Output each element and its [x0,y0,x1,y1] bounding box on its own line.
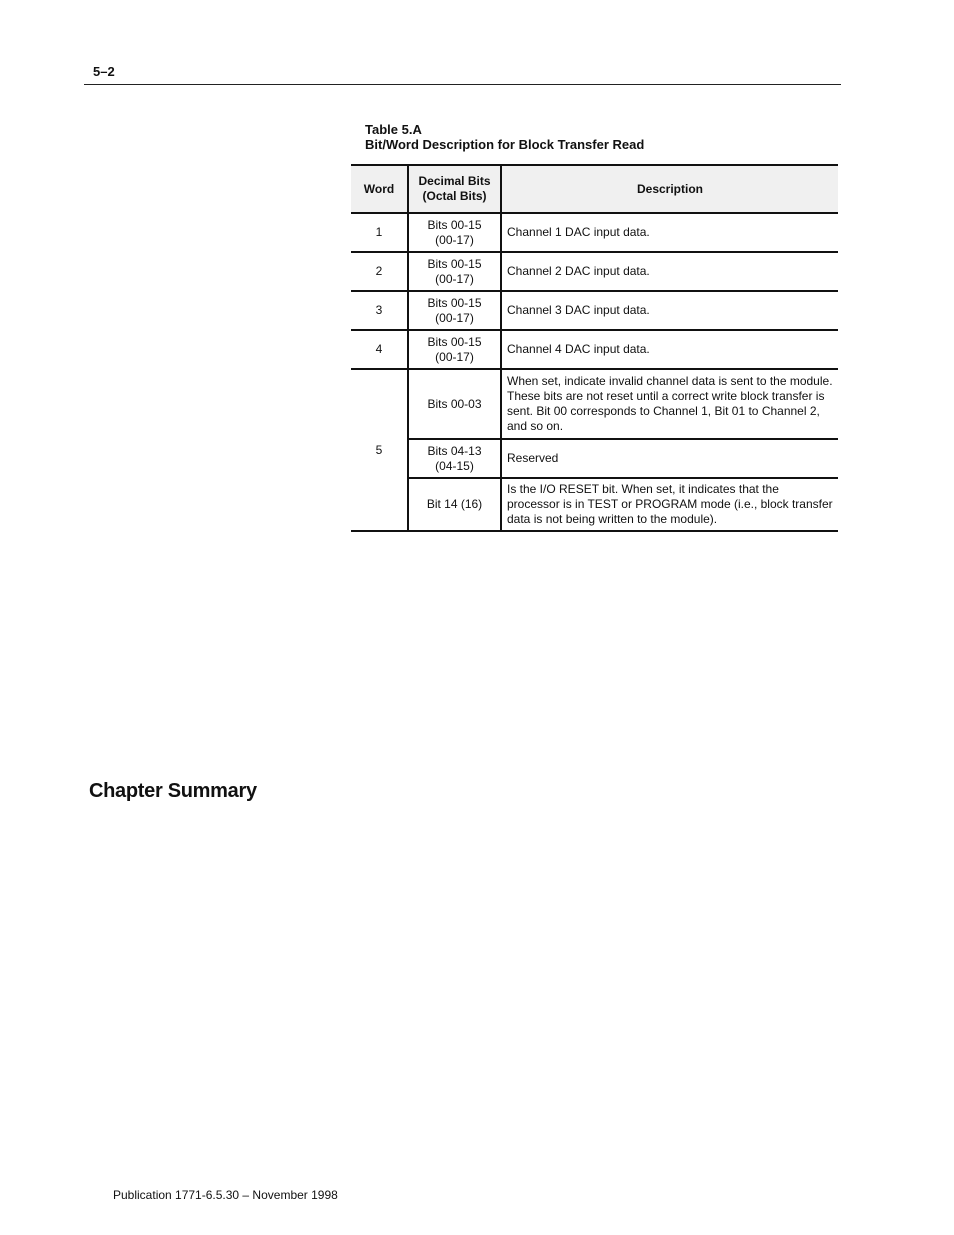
cell-word: 4 [351,330,408,369]
table-caption-title: Bit/Word Description for Block Transfer Read [365,137,645,152]
table-row [351,330,838,369]
cell-bits-line1: Bits 00-15 [427,334,482,349]
column-header-decimal-bits-line2: (Octal Bits) [422,189,487,203]
cell-bits [408,330,501,369]
table-row [351,213,838,252]
cell-word: 5 [351,369,408,531]
cell-bits-line2: (04-15) [435,458,474,473]
cell-bits-line1: Bits 04-13 [427,443,482,458]
cell-description: Channel 3 DAC input data. [501,291,838,330]
cell-bits-line2: (00-17) [435,310,474,325]
cell-bits-line1: Bit 14 (16) [426,497,483,511]
table-row [351,291,838,330]
cell-bits-line2: (00-17) [435,271,474,286]
table-row [351,439,838,478]
cell-bits [408,478,501,531]
table-caption-number: Table 5.A [365,122,422,137]
column-header-description: Description [501,165,838,213]
table-row [351,369,838,439]
cell-bits-line1: Bits 00-15 [427,256,482,271]
cell-description: Reserved [501,439,838,478]
cell-word: 3 [351,291,408,330]
cell-bits-line1: Bits 00-15 [427,295,482,310]
cell-word: 1 [351,213,408,252]
publication-footer: Publication 1771-6.5.30 – November 1998 [113,1188,338,1202]
table-row [351,478,838,531]
cell-bits-line2: (00-17) [435,349,474,364]
page-number: 5–2 [93,64,115,79]
column-header-word: Word [351,165,408,213]
table-row [351,252,838,291]
cell-description: Is the I/O RESET bit. When set, it indicates that the processor is in TEST or PROGRAM mode (i.e., block transfer data is not being written to the module). [501,478,838,531]
cell-bits [408,213,501,252]
chapter-summary-heading: Chapter Summary [89,780,257,802]
bit-word-table [351,164,838,532]
cell-bits-line1: Bits 00-15 [427,217,482,232]
cell-word: 2 [351,252,408,291]
table-header-row [351,165,838,213]
cell-bits-line1: Bits 00-03 [427,396,482,411]
cell-description: When set, indicate invalid channel data is sent to the module. These bits are not reset until a correct write block transfer is sent. Bit 00 corresponds to Channel 1, Bit 01 to Channel 2, and so on. [501,369,838,439]
cell-description: Channel 1 DAC input data. [501,213,838,252]
bit-word-table-grid [351,164,838,532]
cell-description: Channel 4 DAC input data. [501,330,838,369]
table-caption [365,122,644,152]
cell-bits-line2: (00-17) [435,232,474,247]
cell-bits [408,439,501,478]
cell-bits [408,369,501,439]
cell-bits [408,291,501,330]
cell-description: Channel 2 DAC input data. [501,252,838,291]
header-rule [84,84,841,85]
column-header-decimal-bits-line1: Decimal Bits [418,174,491,188]
column-header-decimal-bits [408,165,501,213]
cell-bits [408,252,501,291]
